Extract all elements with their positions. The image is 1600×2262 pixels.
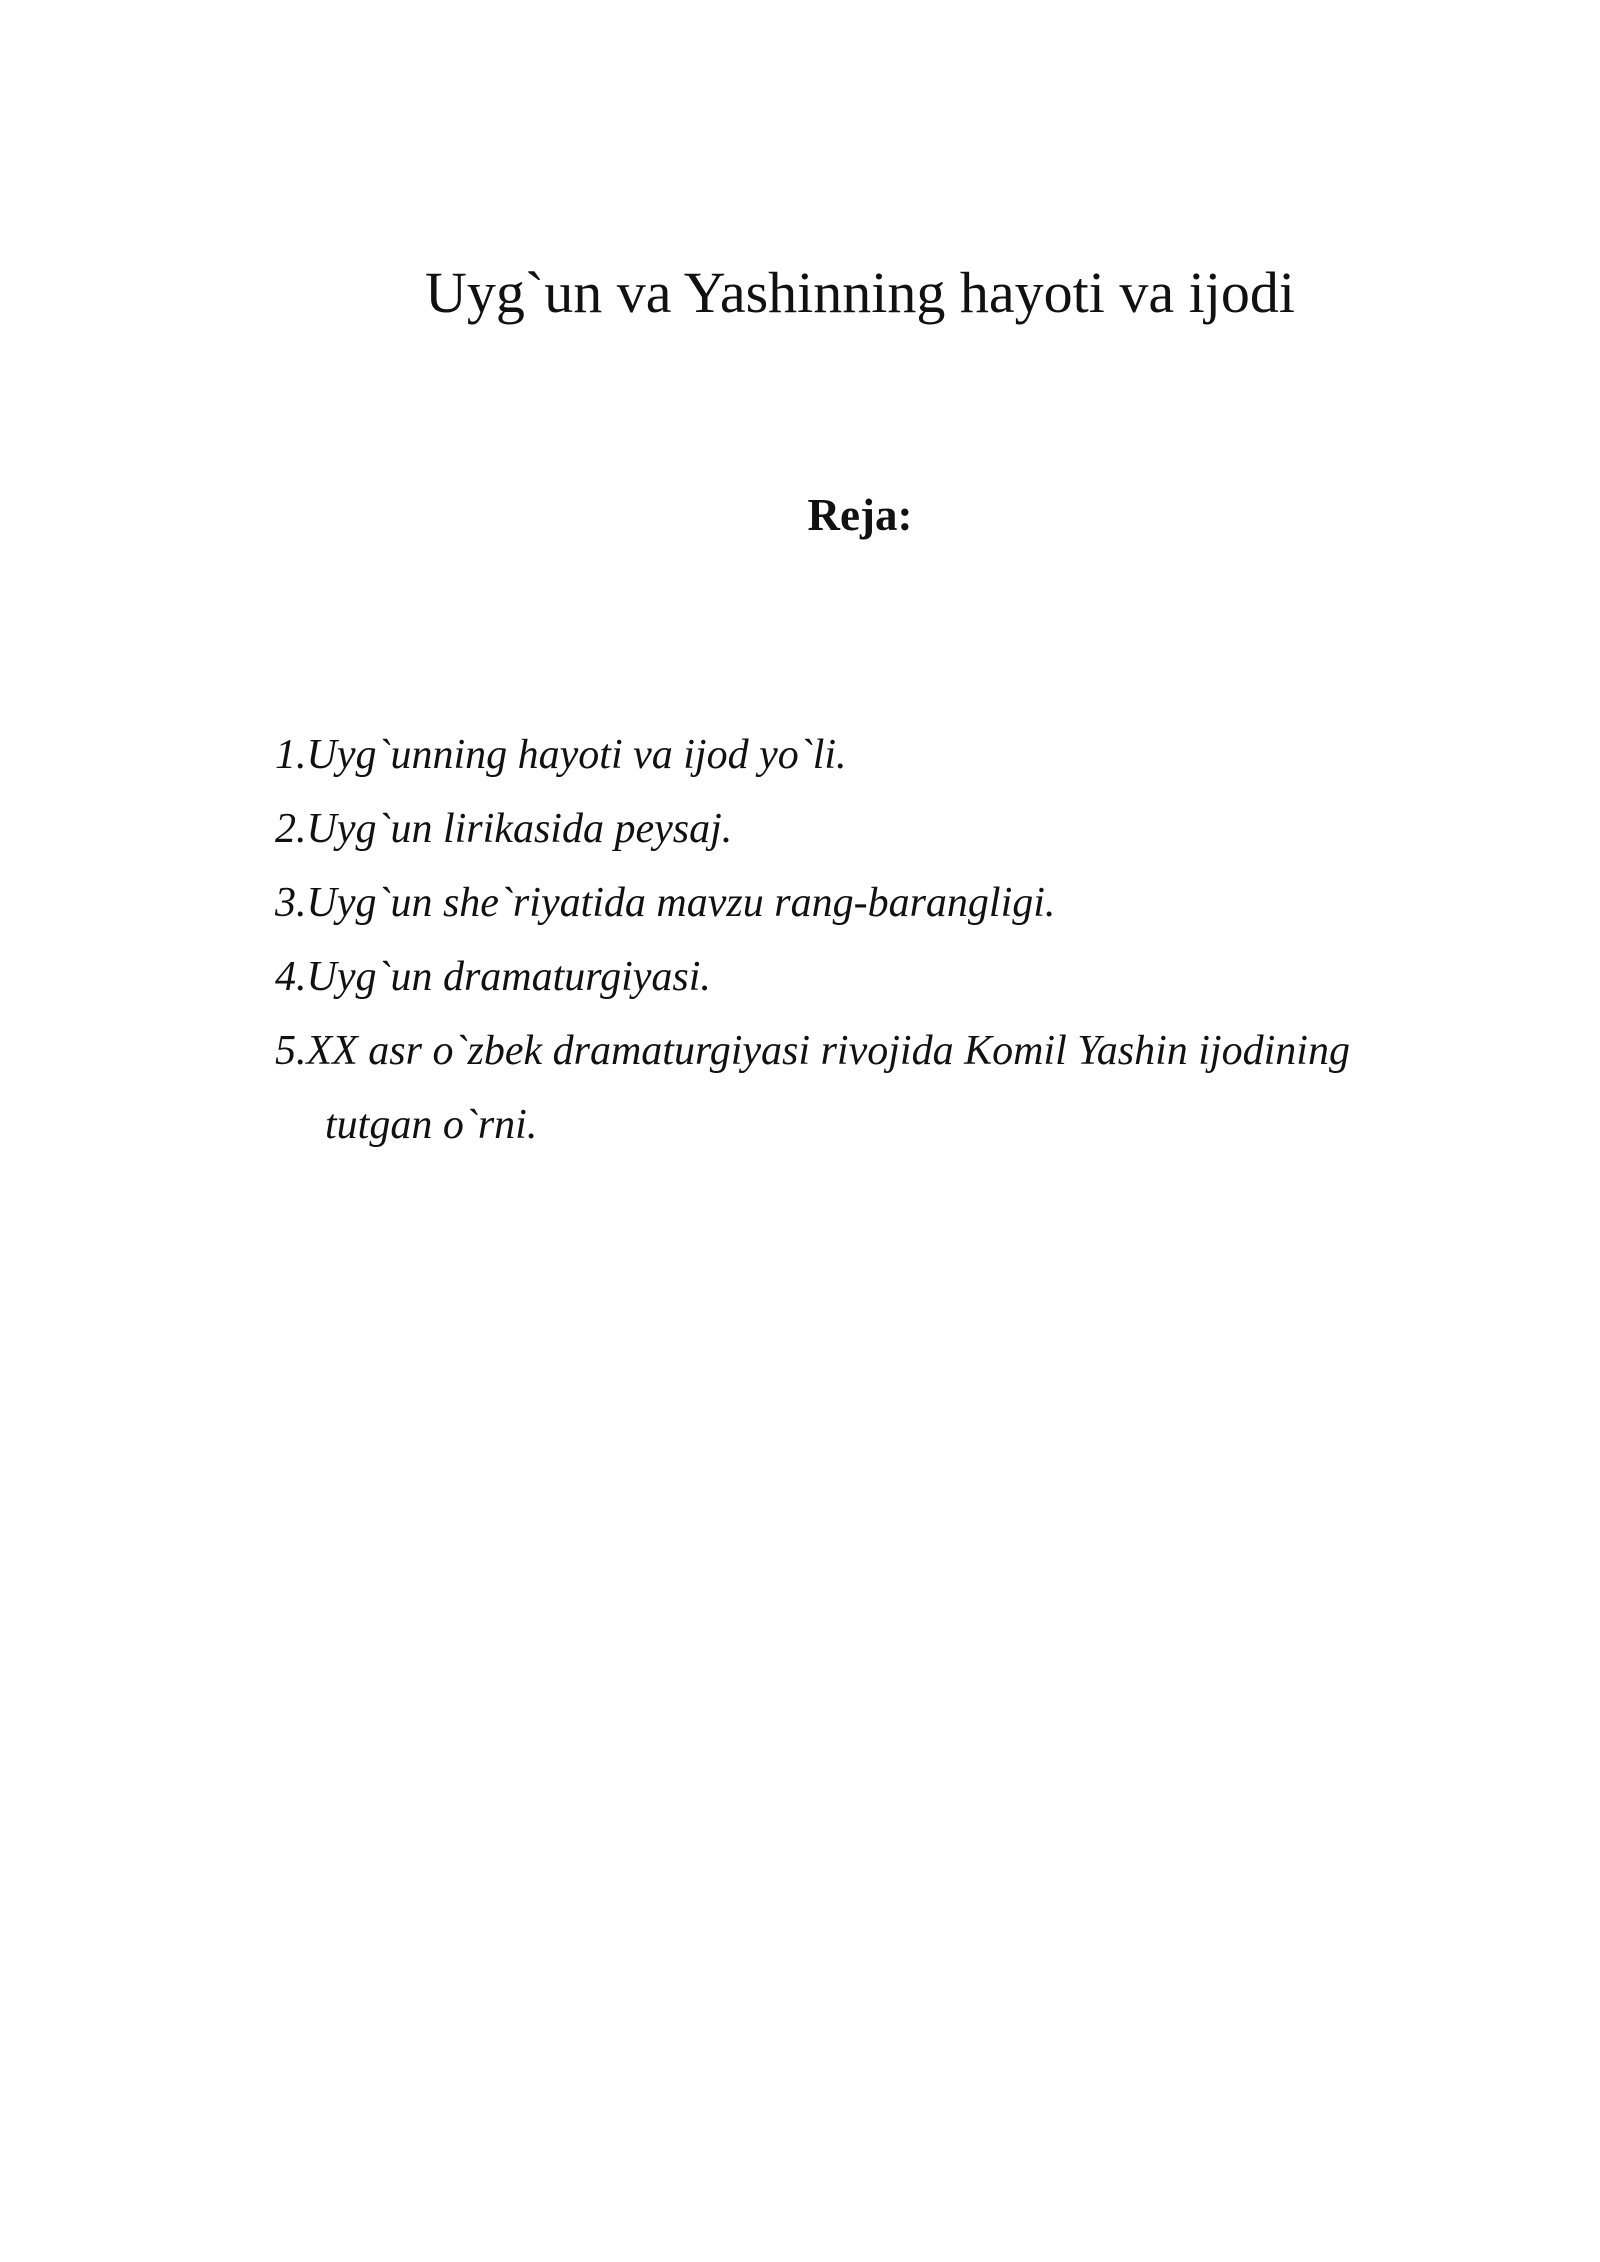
plan-heading: Reja: bbox=[807, 490, 913, 540]
plan-list bbox=[275, 718, 1455, 1162]
plan-item: 3.Uyg`un she`riyatida mavzu rang-barangligi. bbox=[275, 880, 1056, 926]
document-title: Uyg`un va Yashinning hayoti va ijodi bbox=[425, 260, 1295, 325]
plan-item: 4.Uyg`un dramaturgiyasi. bbox=[275, 954, 711, 1000]
plan-item: 1.Uyg`unning hayoti va ijod yo`li. bbox=[275, 732, 847, 778]
plan-item: 2.Uyg`un lirikasida peysaj. bbox=[275, 806, 733, 852]
plan-item: 5.XX asr o`zbek dramaturgiyasi rivojida Komil Yashin ijodining tutgan o`rni. bbox=[275, 1028, 1350, 1148]
